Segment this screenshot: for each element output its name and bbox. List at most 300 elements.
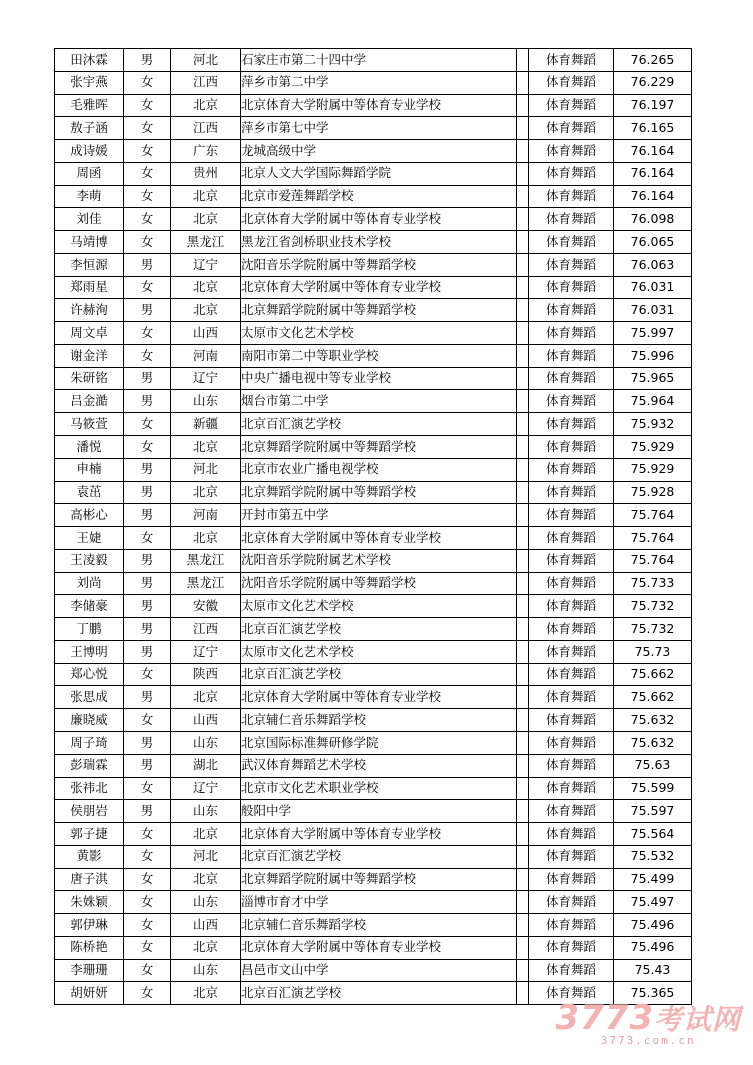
- student-province: 辽宁: [171, 253, 241, 276]
- spacer-cell: [517, 731, 529, 754]
- student-name: 廉晓威: [55, 709, 124, 732]
- student-name: 丁鹏: [55, 618, 124, 641]
- student-major: 体育舞蹈: [529, 413, 614, 436]
- student-school: 北京市文化艺术职业学校: [241, 777, 517, 800]
- student-province: 北京: [171, 982, 241, 1005]
- table-row: [55, 845, 692, 868]
- student-province: 新疆: [171, 413, 241, 436]
- table-row: [55, 618, 692, 641]
- table-row: [55, 959, 692, 982]
- student-major: 体育舞蹈: [529, 823, 614, 846]
- student-name: 彭瑞霖: [55, 754, 124, 777]
- student-province: 湖北: [171, 754, 241, 777]
- student-province: 北京: [171, 276, 241, 299]
- table-row: [55, 117, 692, 140]
- student-province: 北京: [171, 823, 241, 846]
- table-row: [55, 413, 692, 436]
- spacer-cell: [517, 549, 529, 572]
- student-province: 黑龙江: [171, 231, 241, 254]
- table-row: [55, 231, 692, 254]
- table-body: [55, 49, 692, 1005]
- student-province: 北京: [171, 299, 241, 322]
- student-name: 郑心悦: [55, 663, 124, 686]
- table-row: [55, 94, 692, 117]
- student-name: 刘佳: [55, 208, 124, 231]
- student-major: 体育舞蹈: [529, 936, 614, 959]
- spacer-cell: [517, 71, 529, 94]
- student-major: 体育舞蹈: [529, 618, 614, 641]
- table-row: [55, 572, 692, 595]
- student-school: 太原市文化艺术学校: [241, 595, 517, 618]
- student-gender: 男: [124, 754, 171, 777]
- table-row: [55, 481, 692, 504]
- spacer-cell: [517, 777, 529, 800]
- student-name: 郭子捷: [55, 823, 124, 846]
- student-gender: 男: [124, 390, 171, 413]
- student-major: 体育舞蹈: [529, 595, 614, 618]
- student-gender: 男: [124, 299, 171, 322]
- student-gender: 女: [124, 914, 171, 937]
- table-row: [55, 800, 692, 823]
- student-province: 北京: [171, 436, 241, 459]
- student-gender: 男: [124, 253, 171, 276]
- student-school: 淄博市育才中学: [241, 891, 517, 914]
- spacer-cell: [517, 959, 529, 982]
- student-major: 体育舞蹈: [529, 162, 614, 185]
- student-gender: 男: [124, 800, 171, 823]
- student-score: 75.996: [614, 344, 692, 367]
- student-gender: 女: [124, 823, 171, 846]
- student-name: 申楠: [55, 458, 124, 481]
- student-province: 山东: [171, 891, 241, 914]
- student-major: 体育舞蹈: [529, 140, 614, 163]
- student-gender: 男: [124, 572, 171, 595]
- table-row: [55, 390, 692, 413]
- student-major: 体育舞蹈: [529, 208, 614, 231]
- student-name: 高彬心: [55, 504, 124, 527]
- student-name: 许赫洵: [55, 299, 124, 322]
- table-row: [55, 731, 692, 754]
- student-gender: 男: [124, 49, 171, 72]
- results-table: [54, 48, 692, 1005]
- student-school: 黑龙江省剑桥职业技术学校: [241, 231, 517, 254]
- student-gender: 女: [124, 868, 171, 891]
- table-row: [55, 823, 692, 846]
- student-score: 75.764: [614, 527, 692, 550]
- watermark-url: 3773.com.cn: [600, 1034, 696, 1047]
- student-major: 体育舞蹈: [529, 891, 614, 914]
- student-province: 山东: [171, 390, 241, 413]
- spacer-cell: [517, 527, 529, 550]
- table-row: [55, 549, 692, 572]
- student-province: 北京: [171, 686, 241, 709]
- student-major: 体育舞蹈: [529, 527, 614, 550]
- student-gender: 男: [124, 686, 171, 709]
- spacer-cell: [517, 595, 529, 618]
- student-name: 马靖博: [55, 231, 124, 254]
- student-major: 体育舞蹈: [529, 481, 614, 504]
- student-major: 体育舞蹈: [529, 276, 614, 299]
- student-name: 刘尚: [55, 572, 124, 595]
- student-gender: 女: [124, 413, 171, 436]
- student-province: 辽宁: [171, 640, 241, 663]
- student-major: 体育舞蹈: [529, 754, 614, 777]
- student-name: 张思成: [55, 686, 124, 709]
- student-school: 沈阳音乐学院附属中等舞蹈学校: [241, 253, 517, 276]
- spacer-cell: [517, 982, 529, 1005]
- student-score: 75.965: [614, 367, 692, 390]
- student-name: 周文卓: [55, 322, 124, 345]
- student-score: 76.229: [614, 71, 692, 94]
- student-major: 体育舞蹈: [529, 982, 614, 1005]
- student-school: 萍乡市第七中学: [241, 117, 517, 140]
- student-gender: 男: [124, 731, 171, 754]
- student-school: 武汉体育舞蹈艺术学校: [241, 754, 517, 777]
- student-major: 体育舞蹈: [529, 959, 614, 982]
- student-score: 76.265: [614, 49, 692, 72]
- spacer-cell: [517, 936, 529, 959]
- student-gender: 男: [124, 367, 171, 390]
- student-school: 北京国际标准舞研修学院: [241, 731, 517, 754]
- student-score: 75.564: [614, 823, 692, 846]
- student-major: 体育舞蹈: [529, 549, 614, 572]
- student-name: 李储豪: [55, 595, 124, 618]
- student-school: 北京百汇演艺学校: [241, 663, 517, 686]
- student-score: 76.065: [614, 231, 692, 254]
- spacer-cell: [517, 322, 529, 345]
- student-score: 75.73: [614, 640, 692, 663]
- student-gender: 男: [124, 640, 171, 663]
- student-province: 河北: [171, 458, 241, 481]
- student-major: 体育舞蹈: [529, 367, 614, 390]
- table-row: [55, 436, 692, 459]
- student-gender: 女: [124, 231, 171, 254]
- student-name: 张祎北: [55, 777, 124, 800]
- student-province: 北京: [171, 527, 241, 550]
- student-major: 体育舞蹈: [529, 709, 614, 732]
- table-row: [55, 344, 692, 367]
- student-province: 山西: [171, 914, 241, 937]
- student-gender: 女: [124, 344, 171, 367]
- student-score: 75.662: [614, 686, 692, 709]
- student-province: 辽宁: [171, 777, 241, 800]
- student-school: 北京体育大学附属中等体育专业学校: [241, 527, 517, 550]
- student-school: 烟台市第二中学: [241, 390, 517, 413]
- student-major: 体育舞蹈: [529, 800, 614, 823]
- student-gender: 女: [124, 71, 171, 94]
- student-school: 南阳市第二中等职业学校: [241, 344, 517, 367]
- table-row: [55, 299, 692, 322]
- table-row: [55, 527, 692, 550]
- spacer-cell: [517, 299, 529, 322]
- student-score: 75.928: [614, 481, 692, 504]
- student-major: 体育舞蹈: [529, 504, 614, 527]
- student-name: 陈桥艳: [55, 936, 124, 959]
- student-province: 江西: [171, 618, 241, 641]
- table-row: [55, 595, 692, 618]
- student-gender: 女: [124, 140, 171, 163]
- student-province: 江西: [171, 117, 241, 140]
- table-row: [55, 458, 692, 481]
- student-province: 黑龙江: [171, 549, 241, 572]
- student-score: 75.997: [614, 322, 692, 345]
- spacer-cell: [517, 800, 529, 823]
- table-row: [55, 891, 692, 914]
- student-name: 袁茁: [55, 481, 124, 504]
- table-row: [55, 936, 692, 959]
- student-score: 75.929: [614, 458, 692, 481]
- spacer-cell: [517, 390, 529, 413]
- student-score: 75.43: [614, 959, 692, 982]
- table-row: [55, 914, 692, 937]
- student-score: 76.063: [614, 253, 692, 276]
- table-row: [55, 253, 692, 276]
- spacer-cell: [517, 436, 529, 459]
- spacer-cell: [517, 572, 529, 595]
- spacer-cell: [517, 754, 529, 777]
- student-major: 体育舞蹈: [529, 914, 614, 937]
- student-name: 王博明: [55, 640, 124, 663]
- student-school: 龙城高级中学: [241, 140, 517, 163]
- student-score: 76.031: [614, 276, 692, 299]
- spacer-cell: [517, 367, 529, 390]
- student-gender: 男: [124, 481, 171, 504]
- table-row: [55, 185, 692, 208]
- spacer-cell: [517, 185, 529, 208]
- spacer-cell: [517, 458, 529, 481]
- student-school: 般阳中学: [241, 800, 517, 823]
- student-major: 体育舞蹈: [529, 458, 614, 481]
- table-row: [55, 868, 692, 891]
- student-gender: 男: [124, 549, 171, 572]
- table-row: [55, 140, 692, 163]
- table-row: [55, 162, 692, 185]
- spacer-cell: [517, 504, 529, 527]
- student-score: 76.164: [614, 185, 692, 208]
- table-row: [55, 276, 692, 299]
- student-score: 76.197: [614, 94, 692, 117]
- student-score: 75.632: [614, 731, 692, 754]
- student-province: 河南: [171, 344, 241, 367]
- student-major: 体育舞蹈: [529, 640, 614, 663]
- student-gender: 女: [124, 959, 171, 982]
- spacer-cell: [517, 231, 529, 254]
- student-gender: 女: [124, 936, 171, 959]
- student-score: 75.532: [614, 845, 692, 868]
- student-school: 沈阳音乐学院附属中等舞蹈学校: [241, 572, 517, 595]
- student-gender: 女: [124, 94, 171, 117]
- student-school: 北京体育大学附属中等体育专业学校: [241, 94, 517, 117]
- student-score: 75.732: [614, 618, 692, 641]
- spacer-cell: [517, 823, 529, 846]
- spacer-cell: [517, 94, 529, 117]
- student-province: 北京: [171, 94, 241, 117]
- student-school: 石家庄市第二十四中学: [241, 49, 517, 72]
- student-major: 体育舞蹈: [529, 390, 614, 413]
- student-province: 山西: [171, 322, 241, 345]
- student-major: 体育舞蹈: [529, 663, 614, 686]
- student-school: 北京体育大学附属中等体育专业学校: [241, 823, 517, 846]
- student-province: 河北: [171, 49, 241, 72]
- student-major: 体育舞蹈: [529, 777, 614, 800]
- student-score: 75.496: [614, 914, 692, 937]
- student-name: 李恒源: [55, 253, 124, 276]
- site-watermark: [555, 998, 741, 1047]
- table-row: [55, 71, 692, 94]
- student-gender: 女: [124, 208, 171, 231]
- student-gender: 男: [124, 595, 171, 618]
- student-score: 75.929: [614, 436, 692, 459]
- student-gender: 女: [124, 891, 171, 914]
- student-score: 75.63: [614, 754, 692, 777]
- student-province: 北京: [171, 208, 241, 231]
- student-province: 河南: [171, 504, 241, 527]
- student-province: 山西: [171, 709, 241, 732]
- student-gender: 女: [124, 276, 171, 299]
- student-gender: 女: [124, 709, 171, 732]
- student-school: 北京体育大学附属中等体育专业学校: [241, 686, 517, 709]
- table-row: [55, 709, 692, 732]
- student-gender: 女: [124, 436, 171, 459]
- student-score: 75.932: [614, 413, 692, 436]
- student-province: 江西: [171, 71, 241, 94]
- student-name: 周子琦: [55, 731, 124, 754]
- student-name: 侯朋岩: [55, 800, 124, 823]
- student-score: 75.662: [614, 663, 692, 686]
- student-name: 唐子淇: [55, 868, 124, 891]
- student-school: 北京百汇演艺学校: [241, 413, 517, 436]
- student-school: 萍乡市第二中学: [241, 71, 517, 94]
- student-province: 贵州: [171, 162, 241, 185]
- student-name: 李珊珊: [55, 959, 124, 982]
- student-score: 76.164: [614, 140, 692, 163]
- student-school: 北京舞蹈学院附属中等舞蹈学校: [241, 481, 517, 504]
- student-major: 体育舞蹈: [529, 572, 614, 595]
- student-school: 北京辅仁音乐舞蹈学校: [241, 914, 517, 937]
- student-school: 北京舞蹈学院附属中等舞蹈学校: [241, 436, 517, 459]
- student-score: 75.599: [614, 777, 692, 800]
- student-name: 朱姝颖: [55, 891, 124, 914]
- student-school: 开封市第五中学: [241, 504, 517, 527]
- table-row: [55, 367, 692, 390]
- student-major: 体育舞蹈: [529, 185, 614, 208]
- student-major: 体育舞蹈: [529, 253, 614, 276]
- student-school: 北京市农业广播电视学校: [241, 458, 517, 481]
- student-gender: 男: [124, 618, 171, 641]
- student-score: 75.732: [614, 595, 692, 618]
- student-province: 山东: [171, 800, 241, 823]
- spacer-cell: [517, 140, 529, 163]
- student-province: 安徽: [171, 595, 241, 618]
- table-row: [55, 686, 692, 709]
- student-name: 敖子涵: [55, 117, 124, 140]
- spacer-cell: [517, 868, 529, 891]
- student-score: 76.098: [614, 208, 692, 231]
- student-name: 周函: [55, 162, 124, 185]
- student-name: 朱研铭: [55, 367, 124, 390]
- student-score: 75.733: [614, 572, 692, 595]
- student-name: 胡妍妍: [55, 982, 124, 1005]
- spacer-cell: [517, 618, 529, 641]
- spacer-cell: [517, 276, 529, 299]
- spacer-cell: [517, 162, 529, 185]
- spacer-cell: [517, 481, 529, 504]
- table-row: [55, 322, 692, 345]
- student-province: 北京: [171, 185, 241, 208]
- student-major: 体育舞蹈: [529, 344, 614, 367]
- student-school: 沈阳音乐学院附属艺术学校: [241, 549, 517, 572]
- table-row: [55, 208, 692, 231]
- student-major: 体育舞蹈: [529, 231, 614, 254]
- student-major: 体育舞蹈: [529, 436, 614, 459]
- student-name: 张宇燕: [55, 71, 124, 94]
- spacer-cell: [517, 845, 529, 868]
- table-row: [55, 754, 692, 777]
- student-score: 75.764: [614, 549, 692, 572]
- student-gender: 女: [124, 117, 171, 140]
- student-gender: 女: [124, 982, 171, 1005]
- student-name: 黄影: [55, 845, 124, 868]
- student-school: 北京市爱莲舞蹈学校: [241, 185, 517, 208]
- table-row: [55, 777, 692, 800]
- student-score: 76.164: [614, 162, 692, 185]
- student-major: 体育舞蹈: [529, 845, 614, 868]
- student-school: 北京百汇演艺学校: [241, 845, 517, 868]
- student-gender: 女: [124, 162, 171, 185]
- student-school: 太原市文化艺术学校: [241, 322, 517, 345]
- student-score: 75.597: [614, 800, 692, 823]
- student-name: 马筱萱: [55, 413, 124, 436]
- spacer-cell: [517, 344, 529, 367]
- student-province: 北京: [171, 868, 241, 891]
- student-school: 北京舞蹈学院附属中等舞蹈学校: [241, 868, 517, 891]
- student-school: 北京辅仁音乐舞蹈学校: [241, 709, 517, 732]
- student-major: 体育舞蹈: [529, 117, 614, 140]
- student-province: 山东: [171, 731, 241, 754]
- student-major: 体育舞蹈: [529, 686, 614, 709]
- student-gender: 男: [124, 458, 171, 481]
- spacer-cell: [517, 413, 529, 436]
- watermark-logo: 3773考试网: [555, 998, 741, 1038]
- student-province: 北京: [171, 481, 241, 504]
- student-score: 75.632: [614, 709, 692, 732]
- student-gender: 女: [124, 185, 171, 208]
- student-score: 75.964: [614, 390, 692, 413]
- student-school: 北京体育大学附属中等体育专业学校: [241, 208, 517, 231]
- student-province: 陕西: [171, 663, 241, 686]
- student-province: 广东: [171, 140, 241, 163]
- student-name: 成诗媛: [55, 140, 124, 163]
- student-name: 潘悦: [55, 436, 124, 459]
- student-school: 北京体育大学附属中等体育专业学校: [241, 276, 517, 299]
- spacer-cell: [517, 49, 529, 72]
- student-province: 北京: [171, 936, 241, 959]
- student-province: 河北: [171, 845, 241, 868]
- student-school: 北京百汇演艺学校: [241, 618, 517, 641]
- student-school: 北京百汇演艺学校: [241, 982, 517, 1005]
- student-score: 75.496: [614, 936, 692, 959]
- spacer-cell: [517, 253, 529, 276]
- student-score: 75.499: [614, 868, 692, 891]
- student-name: 田沐霖: [55, 49, 124, 72]
- table-row: [55, 504, 692, 527]
- student-major: 体育舞蹈: [529, 731, 614, 754]
- student-score: 75.764: [614, 504, 692, 527]
- student-score: 75.365: [614, 982, 692, 1005]
- student-gender: 女: [124, 322, 171, 345]
- student-major: 体育舞蹈: [529, 49, 614, 72]
- spacer-cell: [517, 914, 529, 937]
